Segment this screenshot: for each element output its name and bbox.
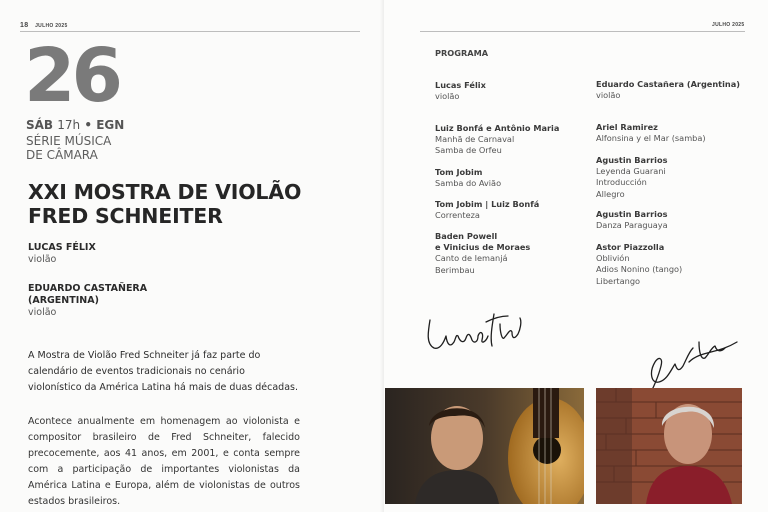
work: violão [435,91,460,102]
composer: Astor Piazzolla [596,242,665,252]
artist-2 [28,283,147,319]
event-title [28,180,301,228]
work: Samba de Orfeu [435,145,502,156]
series-line-2: DE CÂMARA [26,148,98,162]
program-item [435,231,530,276]
work: Berimbau [435,264,475,275]
artist-instrument: violão [28,254,57,265]
program-item [435,199,539,221]
title-line-1: XXI MOSTRA DE VIOLÃO [28,180,302,204]
body-paragraph: Acontece anualmente em homenagem ao violonista e compositor brasileiro de Fred Schneiter, falecido precocemente, aos 41 anos, em 2001, e conta sempre com a participação de importantes violonistas da América Latina e Europa, além de violonistas de outros estados brasileiros. [28,416,300,507]
composer: Ariel Ramirez [596,122,658,132]
program-item [435,123,559,157]
composer: Baden Powell [435,231,498,241]
work: Canto de Iemanjá [435,253,508,264]
work: Introducción [596,177,647,188]
work: Alfonsina y el Mar (samba) [596,133,706,144]
composer: Agustin Barrios [596,155,668,165]
work: Samba do Avião [435,178,502,189]
work: violão [596,90,621,101]
program-item [435,167,501,189]
composer: Agustin Barrios [596,209,668,219]
work: Manhã de Carnaval [435,134,515,145]
work: Danza Paraguaya [596,220,668,231]
program-item [435,80,486,102]
work: Libertango [596,275,641,286]
right-header-rule [420,31,745,32]
program-item [596,122,706,144]
work: Oblivión [596,253,630,264]
composer-line-2: e Vinicius de Moraes [435,242,531,253]
signature-lucas-felix [420,292,530,372]
header-rule [20,31,360,32]
program-item [596,79,740,101]
left-header [20,22,68,29]
work: Allegro [596,188,625,199]
artist-name: LUCAS FÉLIX [28,242,96,253]
day-label: SÁB [26,118,54,132]
photo-lucas-felix [385,388,584,504]
page-number: 18 [20,22,29,29]
program-item [596,242,682,287]
title-line-2: FRED SCHNEITER [28,204,223,228]
artist-1 [28,242,96,266]
header-date: JULHO 2025 [35,23,68,29]
intro-paragraph: A Mostra de Violão Fred Schneiter já faz parte do calendário de eventos tradicionais no cenário violonístico da América Latina há mais de duas décadas. [28,350,298,393]
composer: Luiz Bonfá e Antônio Maria [435,123,560,133]
work: Adios Nonino (tango) [596,264,683,275]
right-header: JULHO 2025 [712,22,745,28]
program-item [596,209,668,231]
artist-country: (ARGENTINA) [28,295,99,306]
program-heading: PROGRAMA [435,48,489,58]
series-line-1: SÉRIE MÚSICA [26,134,112,148]
work: Correnteza [435,210,480,221]
event-time [26,118,124,132]
composer: Tom Jobim [435,167,483,177]
artist-instrument: violão [28,307,57,318]
event-day-number: 26 [24,33,119,119]
composer: Lucas Félix [435,80,486,90]
work: Leyenda Guarani [596,166,666,177]
time-label: 17h [57,118,81,132]
program-item [596,155,667,200]
series-name [26,134,111,162]
artist-name: EDUARDO CASTAÑERA [28,283,148,294]
photo-eduardo-castanera [596,388,742,504]
separator-dot: • [84,118,92,132]
venue-label: EGN [96,118,125,132]
composer: Eduardo Castañera (Argentina) [596,79,740,89]
composer: Tom Jobim | Luiz Bonfá [435,199,540,209]
